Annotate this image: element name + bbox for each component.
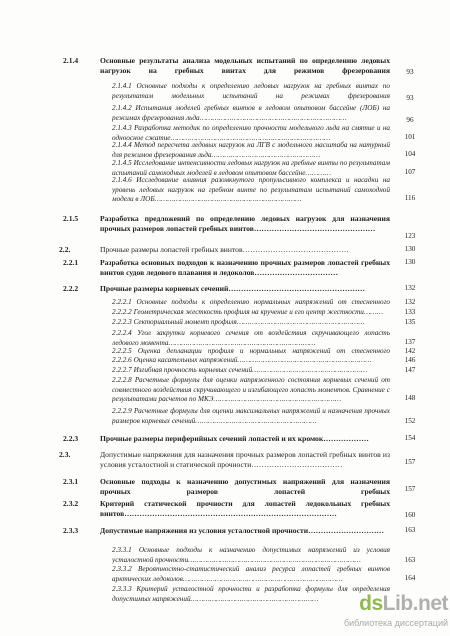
toc-entry-text: 2.1.4.2 Испытания моделей гребных винтов в ледовом опытовом бассейне (ЛОБ) на режимах фрезерования льда……………………………………………………………: [112, 104, 390, 122]
toc-entry: [0, 546, 450, 564]
toc-entry-text: Основные результаты анализа модельных испытаний по определению ледовых нагрузок на гребных винтах для режимов фрезерования: [100, 56, 390, 75]
toc-entry-page-number: 107: [404, 168, 416, 176]
toc-entry: [0, 214, 450, 240]
toc-entry-page-number: 96: [406, 116, 414, 124]
toc-entry-text: Допустимые напряжения для назначения прочных размеров лопастей гребных винтов из условия усталостной и статической прочности………………………………: [100, 450, 390, 469]
toc-entry: [0, 308, 450, 316]
toc-entry: [0, 329, 450, 347]
toc-entry-text: 2.2.2.1 Основные подходы к определению нормальных напряжений от стесненного: [112, 298, 390, 306]
toc-entry: [0, 585, 450, 603]
toc-entry-text: Разработка основных подходов к назначению прочных размеров лопастей гребных винтов судов ледового плавания и ледоколов……………………………: [100, 258, 390, 277]
toc-entry-text: 2.2.2.9 Расчетные формулы для оценки максимальных напряжений и назначения прочных размеров корневых сечений…………………………………………………: [112, 407, 390, 425]
toc-entry-page-number: 132: [404, 284, 416, 292]
toc-entry-text: 2.2.2.3 Секториальный момент профиля……………………………………………………: [112, 318, 365, 326]
toc-entry-text: 2.2.2.4 Угол закрутки корневого сечения от воздействия скручивающего лопасть ледового момента……………………………………………………………: [112, 329, 390, 347]
toc-entry: [0, 356, 450, 364]
toc-entry-page-number: 146: [404, 356, 416, 364]
toc-entry-number: 2.3.: [59, 450, 71, 459]
toc-entry: [0, 526, 450, 535]
toc-entry-number: 2.1.5: [63, 214, 79, 223]
toc-entry: [0, 124, 450, 142]
toc-entry: [0, 56, 450, 76]
toc-entry: [0, 245, 450, 254]
toc-entry-page-number: 132: [404, 298, 416, 306]
toc-entry: [0, 284, 450, 293]
toc-entry-text: 2.2.2.6 Оценка касательных напряжений………………………………………………………: [112, 356, 372, 364]
toc-entry: [0, 376, 450, 404]
toc-entry: [0, 366, 450, 374]
toc-entry-page-number: 163: [404, 556, 416, 564]
toc-entry-text: 2.1.4.4 Метод пересчета ледовых нагрузок на ЛГВ с модельного масштаба на натурный для режимов фрезерования льда……………………………………………: [112, 141, 390, 159]
toc-entry-text: Прочные размеры корневых сечений………………………………………………: [100, 284, 366, 293]
toc-entry-number: 2.2.: [59, 245, 71, 254]
toc-entry: [0, 104, 450, 124]
toc-entry-text: 2.1.4.5 Исследование интенсивности ледовых нагрузок на гребные винты по результатам испытаний самоходных моделей в ледовом опытовом бассейне…………: [112, 159, 390, 177]
toc-entry-text: 2.1.4.3 Разработка методик по определению прочности модельного льда на смятие и на одноосное сжатие…………………………………………………………………: [112, 124, 390, 142]
toc-entry-page-number: 157: [404, 485, 416, 493]
toc-entry-number: 2.2.3: [63, 434, 79, 443]
toc-entry-text: Допустимые напряжения из условия усталостной прочности…………………………: [100, 526, 385, 535]
toc-entry: [0, 159, 450, 177]
toc-entry: [0, 82, 450, 102]
watermark-subtitle: библиотека диссертаций: [343, 618, 448, 628]
toc-entry-page-number: 142: [404, 347, 416, 355]
toc-entry-page-number: 152: [404, 417, 416, 425]
toc-entry-text: 2.2.2.2 Геометрическая жесткость профиля на кручение и его центр жесткости………: [112, 308, 384, 316]
toc-entry: [0, 407, 450, 425]
toc-entry-text: 2.3.3.3 Критерий усталостной прочности и разработка формулы для определения допустимых напряжений……………………………………………………: [112, 585, 390, 603]
toc-entry-page-number: 163: [404, 526, 416, 534]
toc-entry-page-number: 104: [404, 150, 416, 158]
toc-entry-page-number: 93: [406, 94, 414, 102]
toc-entry-text: Основные подходы к назначению допустимых напряжений для назначения прочных размеров лопастей гребных: [100, 477, 390, 496]
toc-entry-number: 2.1.4: [63, 56, 79, 65]
toc-entry-page-number: 130: [404, 258, 416, 266]
toc-entry-number: 2.2.2: [63, 284, 79, 293]
toc-entry-text: 2.1.4.1 Основные подходы к определению ледовых нагрузок на гребных винтах по результатам модельных испытаний на режимах фрезерования: [112, 82, 390, 100]
toc-entry-page-number: 137: [404, 338, 416, 346]
toc-entry-text: 2.3.3.1 Основные подходы к назначению допустимых напряжений из условия усталостной прочности………………………………………………………………………: [112, 546, 390, 564]
toc-entry: [0, 347, 450, 355]
toc-entry-text: 2.2.2.5 Оценка депланации профиля и нормальных напряжений от стесненного: [112, 347, 390, 355]
toc-entry: [0, 258, 450, 277]
toc-entry: [0, 477, 450, 496]
toc-entry: [0, 434, 450, 443]
toc-entry-page-number: 133: [404, 308, 416, 316]
toc-entry: [0, 298, 450, 306]
toc-entry-text: Разработка предложений по определению ледовых нагрузок для назначения прочных размеров лопастей гребных винтов…………………………………………: [100, 214, 390, 233]
toc-entry-page-number: 116: [404, 194, 416, 202]
toc-entry-page-number: 148: [404, 394, 416, 402]
toc-entry-page-number: 130: [404, 245, 416, 253]
toc-entry-text: Прочные размеры периферийных сечений лопастей и их кромок………………: [100, 434, 369, 443]
toc-entry-text: Критерий статической прочности для лопастей ледокольных гребных винтов…………………………………………………………………………: [100, 499, 390, 518]
toc-entry-number: 2.2.1: [63, 258, 79, 267]
toc-entry-text: Прочные размеры лопастей гребных винтов……………………………………: [100, 245, 349, 254]
dslib-logo: dsLib.net: [359, 592, 448, 615]
toc-entry-page-number: 123: [404, 232, 416, 240]
toc-entry-page-number: 135: [404, 318, 416, 326]
toc-entry-page-number: 160: [404, 511, 416, 519]
toc-entry-page-number: 147: [404, 366, 416, 374]
toc-entry-number: 2.3.2: [63, 499, 79, 508]
toc-entry: [0, 499, 450, 519]
toc-entry: [0, 141, 450, 159]
toc-entry-page-number: 93: [406, 68, 414, 76]
toc-entry-text: 2.1.4.6 Исследование влияния разомкнутого пропульсивного комплекса и насадки на уровень ледовых нагрузок на гребном винте по результатам испытаний самоходной модели в ЛОБ……………………………………………………………: [112, 176, 390, 203]
toc-entry-number: 2.3.1: [63, 477, 79, 486]
watermark: [330, 592, 448, 632]
toc-entry-text: 2.2.2.8 Расчетные формулы для оценки напряженного состояния корневых сечений от совместного воздействия скручивающего и изгибающего лопасть моментов. Сравнение с результатами расчетов по МКЭ……………………………………………………: [112, 376, 390, 404]
toc-entry: [0, 565, 450, 583]
toc-entry-page-number: 164: [404, 574, 416, 582]
toc-entry-text: 2.2.2.7 Изгибная прочность корневых сечений………………………………………………: [112, 366, 368, 374]
toc-entry-page-number: 157: [404, 458, 416, 466]
toc-entry-page-number: 101: [404, 133, 416, 141]
toc-entry: [0, 450, 450, 469]
toc-entry: [0, 318, 450, 326]
toc-entry-number: 2.3.3: [63, 526, 79, 535]
toc-entry: [0, 176, 450, 203]
toc-entry-page-number: 154: [404, 434, 416, 442]
toc-entry-text: 2.3.3.2 Вероятностно-статистический анализ ресурса лопастей гребных винтов арктических ледоколов…………………………………………………………………: [112, 565, 390, 583]
